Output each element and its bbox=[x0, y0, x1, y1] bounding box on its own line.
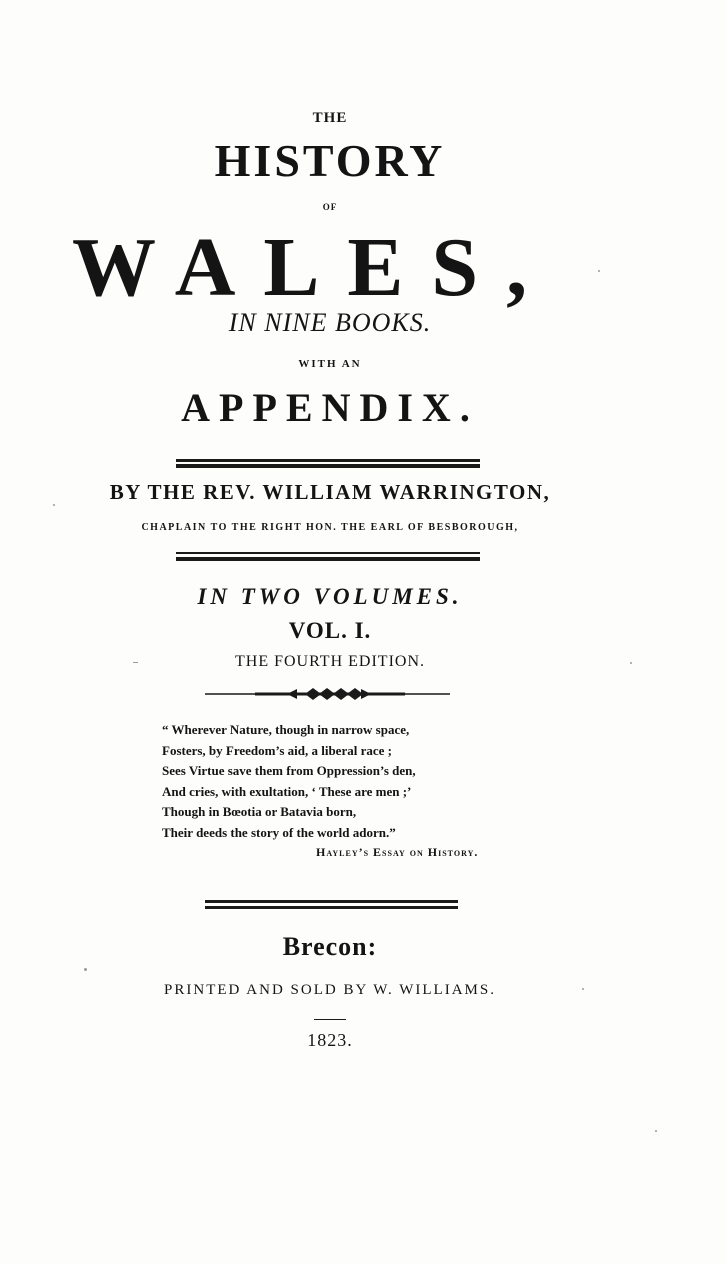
epigraph bbox=[162, 720, 562, 843]
scan-speck bbox=[133, 662, 138, 663]
imprint-year: 1823. bbox=[307, 1030, 353, 1050]
divider-rule-2b bbox=[176, 557, 480, 561]
volume-number: VOL. I. bbox=[288, 618, 372, 643]
divider-rule-1b bbox=[176, 464, 480, 468]
scan-speck bbox=[598, 270, 600, 272]
title-the: THE bbox=[312, 110, 348, 126]
epigraph-line: Sees Virtue save them from Oppression’s den, bbox=[162, 763, 416, 778]
scan-speck bbox=[655, 1130, 657, 1132]
author-line: BY THE REV. WILLIAM WARRINGTON, bbox=[109, 480, 551, 504]
scan-speck bbox=[630, 662, 632, 664]
ornamental-divider-icon bbox=[205, 686, 450, 702]
volumes-line: IN TWO VOLUMES. bbox=[197, 584, 463, 609]
edition-line: THE FOURTH EDITION. bbox=[234, 653, 425, 670]
epigraph-line: Though in Bœotia or Batavia born, bbox=[162, 804, 357, 819]
epigraph-line: “ Wherever Nature, though in narrow space, bbox=[162, 722, 410, 737]
imprint-printer: PRINTED AND SOLD BY W. WILLIAMS. bbox=[164, 982, 496, 998]
with-an: WITH AN bbox=[298, 358, 362, 370]
epigraph-line: Fosters, by Freedom’s aid, a liberal race ; bbox=[162, 742, 392, 758]
subtitle-nine-books: IN NINE BOOKS. bbox=[228, 308, 432, 337]
scan-speck bbox=[582, 988, 584, 990]
divider-rule-3a bbox=[205, 900, 458, 903]
imprint-short-rule bbox=[314, 1019, 346, 1020]
title-history: HISTORY bbox=[214, 135, 446, 186]
epigraph-line: And cries, with exultation, ‘ These are men ;’ bbox=[162, 783, 412, 799]
divider-rule-1a bbox=[176, 459, 480, 462]
imprint-place: Brecon: bbox=[282, 932, 378, 961]
title-appendix: APPENDIX. bbox=[181, 385, 479, 430]
title-of: OF bbox=[322, 202, 338, 212]
epigraph-line: Their deeds the story of the world adorn.” bbox=[162, 824, 396, 840]
epigraph-attribution: Hayley’s Essay on History. bbox=[316, 845, 479, 859]
scan-speck bbox=[53, 504, 55, 506]
author-title: CHAPLAIN TO THE RIGHT HON. THE EARL OF BESBOROUGH, bbox=[141, 522, 519, 533]
divider-rule-2a bbox=[176, 552, 480, 554]
title-wales: WALES, bbox=[72, 221, 556, 314]
divider-rule-3b bbox=[205, 906, 458, 909]
scan-speck bbox=[84, 968, 87, 971]
